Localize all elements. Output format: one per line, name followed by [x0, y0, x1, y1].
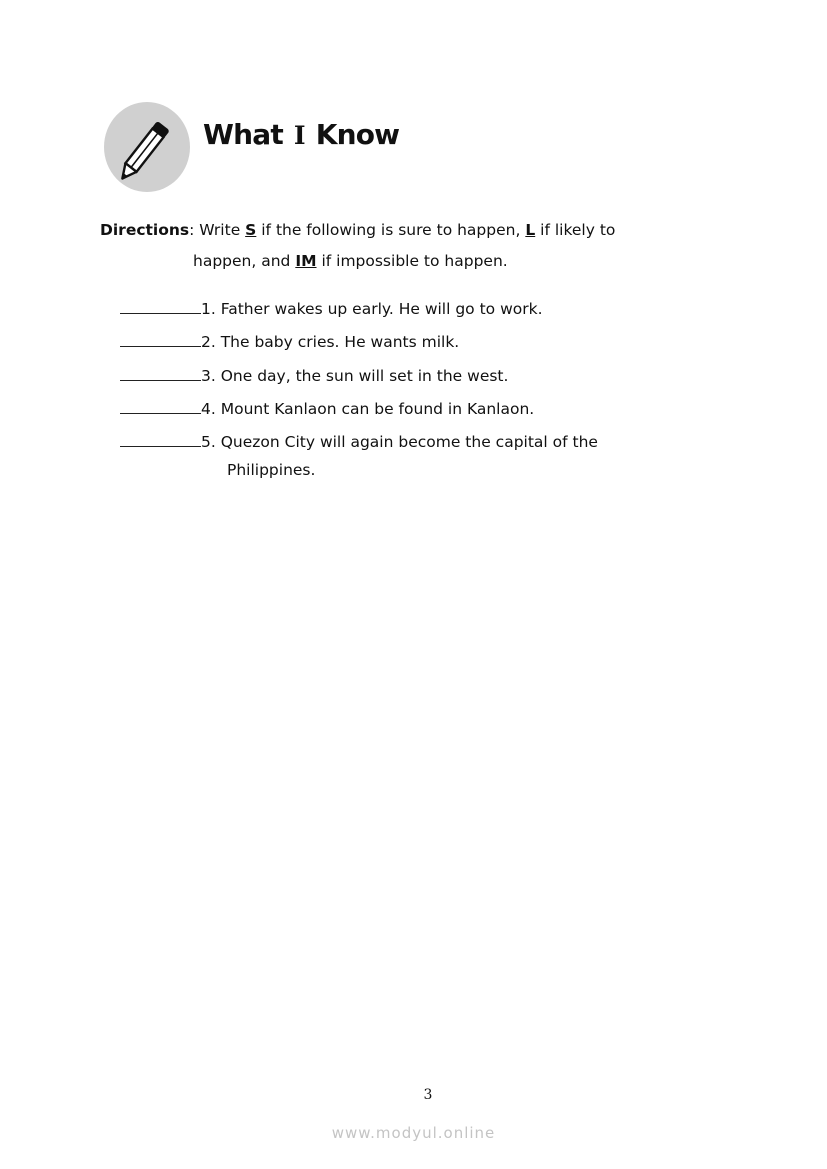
question-text: 5. Quezon City will again become the capital of the [201, 433, 598, 452]
page-number: 3 [423, 1087, 433, 1103]
pencil-icon [104, 102, 190, 192]
question-text: 2. The baby cries. He wants milk. [201, 333, 460, 352]
directions-text-3: if likely to [535, 221, 616, 239]
question-item [120, 330, 720, 363]
directions-label: Directions [100, 221, 190, 239]
directions-text-5: if impossible to happen. [316, 252, 508, 270]
directions-line-2 [100, 246, 660, 277]
question-text: 3. One day, the sun will set in the west. [201, 366, 509, 385]
section-title [203, 118, 399, 151]
pencil-icon-badge [104, 102, 190, 192]
question-item [120, 364, 720, 397]
question-text: 4. Mount Kanlaon can be found in Kanlaon. [201, 399, 535, 418]
answer-blank[interactable] [120, 332, 201, 347]
question-text: 1. Father wakes up early. He will go to work. [201, 300, 543, 318]
question-list [120, 297, 720, 487]
directions-text-4: happen, and [193, 252, 296, 270]
key-s: S [245, 221, 257, 239]
question-text-continued: Philippines. [227, 461, 316, 480]
watermark: www.modyul.online [331, 1124, 496, 1142]
question-item [120, 430, 720, 487]
key-im: IM [295, 252, 317, 270]
title-word-what: What [203, 118, 283, 151]
answer-blank[interactable] [120, 399, 201, 414]
directions [100, 215, 660, 277]
answer-blank[interactable] [120, 366, 201, 381]
directions-text-1: : Write [189, 221, 246, 239]
answer-blank[interactable] [120, 432, 201, 447]
directions-text-2: if the following is sure to happen, [256, 221, 526, 239]
key-l: L [525, 221, 536, 239]
question-item [120, 397, 720, 430]
question-item [120, 297, 720, 330]
answer-blank[interactable] [120, 299, 201, 314]
title-word-know: Know [315, 118, 400, 151]
title-word-i: I [293, 121, 305, 150]
